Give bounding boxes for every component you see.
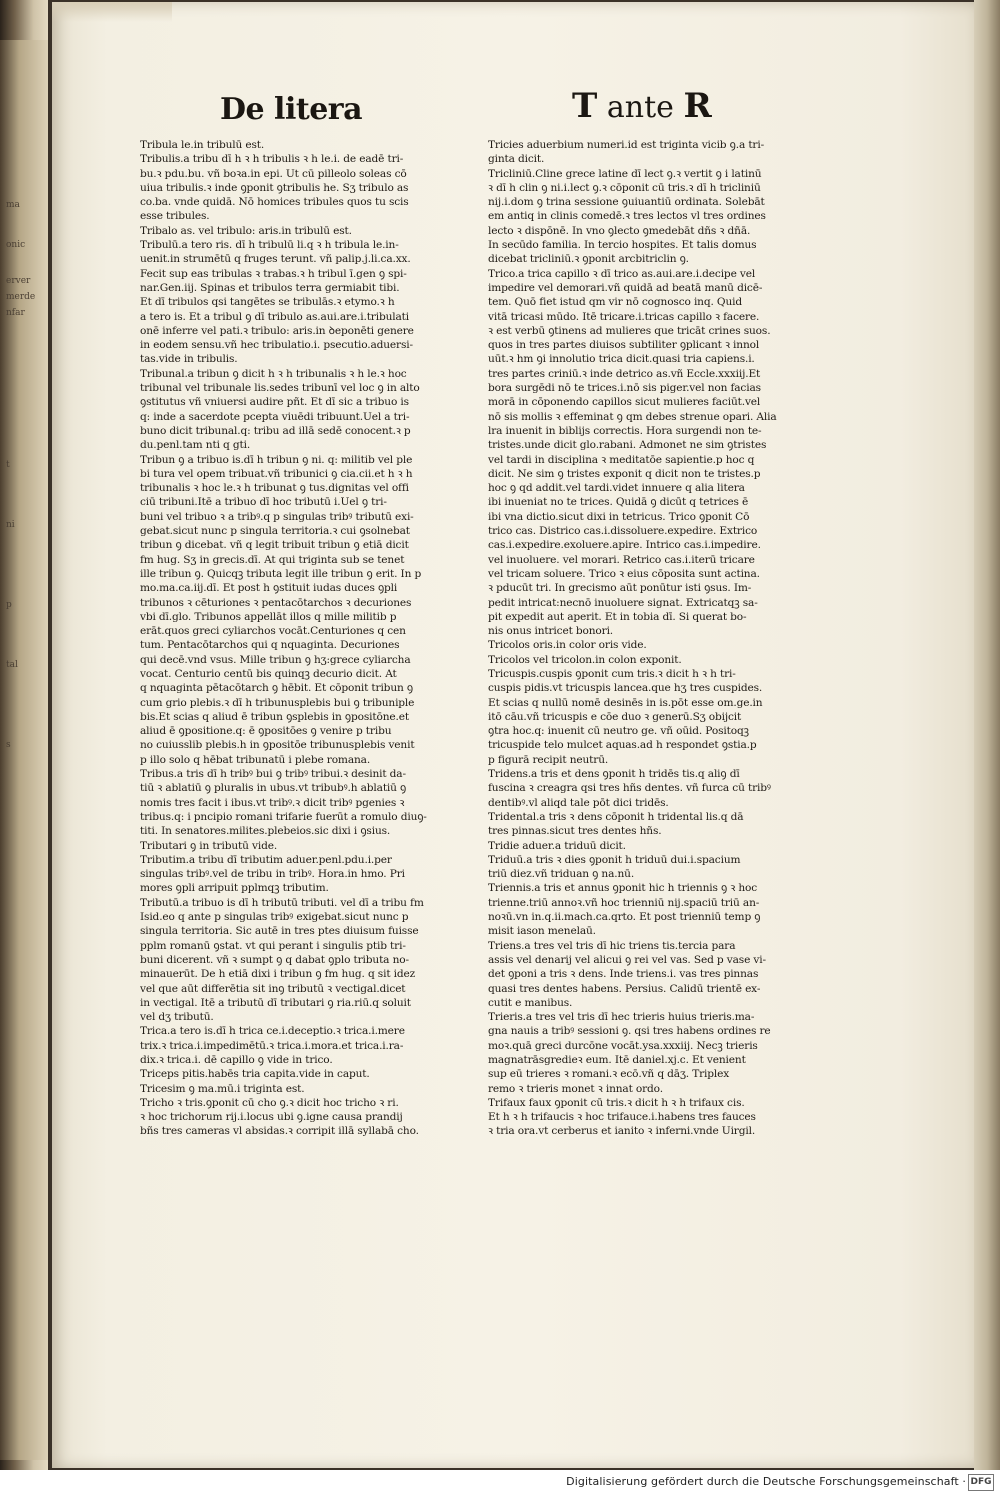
margin-fragment: ni [6,520,15,530]
funding-credit: Digitalisierung gefördert durch die Deutsche Forschungsgemeinschaft · [566,1475,966,1488]
text-line: q: inde a sacerdote pcepta viuēdi tribuunt.Uel a tri- [140,410,410,423]
text-line: Et h ꝛ h trifaucis ꝛ hoc trifauce.i.habens tres fauces [488,1111,756,1124]
text-line: Et dī tribulos qsi tangētes se tribulās.ꝛ etymo.ꝛ h [140,296,395,309]
text-line: ginta dicit. [488,153,545,166]
text-line: Tricliniū.Cline grece latine dī lect ꝯ.ꝛ vertit ꝯ i latinū [488,167,762,180]
text-line: moꝛ.quā greci durcōne vocāt.ysa.xxxiij. Necꝫ trieris [488,1039,758,1052]
text-line: tristes.unde dicit glo.rabani. Admonet ne sim ꝯtristes [488,439,767,452]
text-line: ciū tribuni.Itē a tribuo dī hoc tributū i.Uel ꝯ tri- [140,496,387,509]
text-line: Fecit sup eas tribulas ꝛ trabas.ꝛ h tribul ī.gen ꝯ spi- [140,267,407,280]
text-line: noꝛū.vn in.q.ii.mach.ca.qrto. Et post trienniū temp ꝯ [488,911,761,924]
text-line: tres partes criniū.ꝛ inde detrico as.vñ Eccle.xxxiij.Et [488,367,761,380]
text-line: ꝛ tria ora.vt cerberus et ianito ꝛ inferni.vnde Uirgil. [488,1125,756,1138]
text-line: tiū ꝛ ablatiū ꝯ pluralis in ubus.vt tribubꝰ.h ablatiū ꝯ [140,782,407,795]
text-line: ꝯtra hoc.q: inuenit cū neutro ge. vñ oūid. Positoqꝫ [488,725,749,738]
text-line: mo.ma.ca.iij.dī. Et post h ꝯstituit iudas duces ꝯpli [140,582,398,595]
text-line: cum grio plebis.ꝛ dī h tribunusplebis bui ꝯ tribuniple [140,696,415,709]
text-line: tres pinnas.sicut tres dentes hñs. [488,825,662,838]
margin-fragment: merde [6,292,36,302]
text-line: bu.ꝛ pdu.bu. vñ boꝛa.in epi. Ut cū pilleolo soleas cō [140,167,407,180]
text-line: cas.i.expedire.exoluere.apire. Intrico cas.i.impedire. [488,539,761,552]
text-line: uūt.ꝛ hm ꝯi innolutio trica dicit.quasi tria capiens.i. [488,353,755,366]
text-column-left [140,138,452,1178]
text-line: hoc ꝯ qd addit.vel tardi.videt innuere q alia litera [488,482,745,495]
running-head-right [572,86,712,126]
text-line: fuscina ꝛ creagra qsi tres hñs dentes. vñ furca cū tribꝰ [488,782,771,795]
text-line: bñs tres cameras vl absidas.ꝛ corripit illā syllabā cho. [140,1125,419,1138]
text-line: vel tricam soluere. Trico ꝛ eius cōposita sunt actina. [488,567,760,580]
page-shadow [52,2,172,22]
text-line: tum. Pentacōtarchos qui q nquaginta. Decuriones [140,639,400,652]
text-line: uiua tribulis.ꝛ inde ꝯponit ꝯtribulis he. Sʒ tribulo as [140,181,409,194]
text-line: bora surgēdi nō te trices.i.nō sis piger.vel non facias [488,382,761,395]
text-line: dicit. Ne sim ꝯ tristes exponit q dicit non te tristes.p [488,467,761,480]
margin-fragment: p [6,600,12,610]
text-line: a tero is. Et a tribul ꝯ dī tribulo as.aui.are.i.tribulati [140,310,410,323]
text-line: pplm romanū ꝯstat. vt qui perant i singulis ptib tri- [140,939,406,952]
margin-fragment: nfar [6,308,25,318]
text-line: tricuspide telo mulcet aquas.ad h respondet ꝯstia.p [488,739,757,752]
text-line: trico cas. Districo cas.i.dissoluere.expedire. Extrico [488,525,758,538]
margin-fragment: s [6,740,11,750]
text-line: det ꝯponi a tris ꝛ dens. Inde triens.i. vas tres pinnas [488,968,759,981]
text-line: triū diez.vñ triduan ꝯ na.nū. [488,868,635,881]
text-line: Trifaux faux ꝯponit cū tris.ꝛ dicit h ꝛ h trifaux cis. [488,1096,745,1109]
text-line: Isid.eo q ante p singulas tribꝰ exigebat.sicut nunc p [140,911,409,924]
text-line: erāt.quos greci cyliarchos vocāt.Centuriones q cen [140,625,406,638]
text-line: vel inuoluere. vel morari. Retrico cas.i.iterū tricare [488,553,755,566]
text-line: ꝛ pducūt tri. In grecismo aūt ponūtur isti ꝯsus. Im- [488,582,752,595]
text-line: morā in cōponendo capillos sicut mulieres faciūt.vel [488,396,761,409]
text-line: Et scias q nullū nomē desinēs in is.pōt esse om.ge.in [488,696,763,709]
text-line: dicebat tricliniū.ꝛ ꝯponit arcbitriclin ꝯ. [488,253,689,266]
text-line: no cuiusslib plebis.h in ꝯpositōe tribunusplebis venit [140,739,415,752]
text-line: em antiq in clinis comedē.ꝛ tres lectos vl tres ordines [488,210,766,223]
text-line: vbi dī.glo. Tribunos appellāt illos q mille militib p [140,610,397,623]
text-line: Tridie aduer.a triduū dicit. [488,839,626,852]
text-line: Tricesim ꝯ ma.mū.i triginta est. [140,1082,305,1095]
text-line: misit iason menelaū. [488,925,596,938]
page-right-edge [974,0,1000,1470]
text-line: trienne.triū annoꝛ.vñ hoc trienniū nij.spaciū triū an- [488,896,760,909]
text-line: uenit.in strumētū q fruges terunt. vñ palip.j.li.ca.xx. [140,253,411,266]
text-line: bis.Et scias q aliud ē tribun ꝯsplebis in ꝯpositōne.et [140,710,409,723]
text-line: Tribulū.a tero ris. dī h tribulū li.q ꝛ h tribula le.in- [140,239,399,252]
text-line: tribunal vel tribunale lis.sedes tribunī vel loc ꝯ in alto [140,382,420,395]
text-line: quos in tres partes diuisos subtiliter ꝯplicant ꝛ innol [488,339,760,352]
text-line: ꝛ est verbū ꝯtinens ad mulieres que tricāt crines suos. [488,324,771,337]
text-line: in eodem sensu.vñ hec tribulatio.i. psecutio.aduersi- [140,339,413,352]
text-line: Tribulis.a tribu dī h ꝛ h tribulis ꝛ h le.i. de eadē tri- [140,153,404,166]
text-line: cuspis pidis.vt tricuspis lancea.que hʒ tres cuspides. [488,682,763,695]
text-line: ille tribun ꝯ. Quicqꝫ tributa legit ille tribun ꝯ erit. In p [140,567,422,580]
text-line: du.penl.tam nti q gti. [140,439,251,452]
text-line: titi. In senatores.milites.plebeios.sic dixi i ꝯsius. [140,825,391,838]
text-line: tas.vide in tribulis. [140,353,238,366]
text-line: Tricuspis.cuspis ꝯponit cum tris.ꝛ dicit h ꝛ h tri- [488,667,736,680]
text-line: remo ꝛ trieris monet ꝛ innat ordo. [488,1082,663,1095]
text-line: ibi vna dictio.sicut dixi in tetricus. Trico ꝯponit Cō [488,510,750,523]
running-head-word: ante [606,90,674,125]
text-line: Tridental.a tris ꝛ dens cōponit h tridental lis.q dā [488,810,744,823]
text-line: co.ba. vnde quidā. Nō homices tribules quos tu scis [140,196,409,209]
text-line: q nquaginta pētacōtarch ꝯ hēbit. Et cōponit tribun ꝯ [140,682,413,695]
text-line: Tricho ꝛ tris.ꝯponit cū cho ꝯ.ꝛ dicit hoc tricho ꝛ ri. [140,1096,399,1109]
text-line: Tricolos oris.in color oris vide. [488,639,647,652]
text-line: magnatrāsgredieꝛ eum. Itē daniel.xj.c. Et venient [488,1054,746,1066]
text-line: onē inferre vel pati.ꝛ tribulo: aris.in ꝺeponēti genere [140,324,414,337]
running-head-left: De litera [220,92,363,127]
text-line: buni vel tribuo ꝛ a tribꝰ.q p singulas tribꝰ tributū exi- [140,510,414,523]
text-line: singula territoria. Sic autē in tres ptes diuisum fuisse [140,925,419,938]
text-line: dix.ꝛ trica.i. dē capillo ꝯ vide in trico. [140,1054,333,1066]
text-line: vel dʒ tributū. [140,1011,214,1024]
text-line: Trica.a tero is.dī h trica ce.i.deceptio.ꝛ trica.i.mere [140,1025,405,1038]
margin-fragment: t [6,460,10,470]
text-line: nō sis mollis ꝛ effeminat ꝯ qm debes strenue opari. Alia [488,410,777,423]
text-line: ꝛ hoc trichorum rij.i.locus ubi ꝯ.igne causa prandij [140,1111,403,1124]
text-line: Triceps pitis.habēs tria capita.vide in caput. [140,1068,370,1081]
text-line: Tribalo as. vel tribulo: aris.in tribulū est. [140,224,352,237]
margin-fragment: erver [6,276,31,286]
text-line: esse tribules. [140,210,210,223]
text-line: Tributū.a tribuo is dī h tributū tributi. vel dī a tribu fm [140,896,424,909]
running-head-letter-2: R [683,86,712,126]
text-line: Tribunal.a tribun ꝯ dicit h ꝛ h tribunalis ꝛ h le.ꝛ hoc [140,367,407,380]
text-line: bi tura vel opem tribuat.vñ tribunici ꝯ cia.cii.et h ꝛ h [140,467,413,480]
margin-fragment: onic [6,240,26,250]
text-line: gebat.sicut nunc p singula territoria.ꝛ cui ꝯsolnebat [140,525,410,538]
running-head-letter: T [572,86,598,126]
text-line: Triens.a tres vel tris dī hic triens tis.tercia para [488,939,736,952]
text-line: Tributim.a tribu dī tributim aduer.penl.pdu.i.per [140,853,392,866]
text-line: vitā tricasi mūdo. Itē tricare.i.tricas capillo ꝛ facere. [488,310,760,323]
text-line: p illo solo q hēbat tribunatū i plebe romana. [140,753,371,766]
margin-fragment: ma [6,200,20,210]
text-line: Tribun ꝯ a tribuo is.dī h tribun ꝯ ni. q: militib vel ple [140,453,413,466]
text-line: assis vel denarij vel alicui ꝯ rei vel vas. Sed p vase vi- [488,953,766,966]
text-line: nar.Gen.iij. Spinas et tribulos terra germiabit tibi. [140,281,400,294]
text-line: pit expedit aut aperit. Et in tobia dī. Si querat bo- [488,610,747,623]
text-line: minauerūt. De h etiā dixi i tribun ꝯ fm hug. q sit idez [140,968,416,981]
text-line: aliud ē ꝯpositione.q: ē ꝯpositōes ꝯ venire p tribu [140,725,392,738]
text-line: In secūdo familia. In tercio hospites. Et talis domus [488,239,757,252]
text-line: buno dicit tribunal.q: tribu ad illā sedē conocent.ꝛ p [140,424,411,437]
text-line: p figurā recipit neutrū. [488,753,609,766]
text-line: quasi tres dentes habens. Persius. Calidū trientē ex- [488,982,761,995]
text-line: singulas tribꝰ.vel de tribu in tribꝰ. Hora.in hmo. Pri [140,868,405,881]
text-line: qui decē.vnd vsus. Mille tribun ꝯ hʒ:grece cyliarcha [140,653,411,666]
text-line: ꝛ dī h clin ꝯ ni.i.lect ꝯ.ꝛ cōponit cū tris.ꝛ dī h tricliniū [488,181,761,194]
text-line: mores ꝯpli arripuit pplmqꝫ tributim. [140,882,329,895]
text-line: trix.ꝛ trica.i.impedimētū.ꝛ trica.i.mora.et trica.i.ra- [140,1039,404,1052]
text-line: tribunalis ꝛ hoc le.ꝛ h tribunat ꝯ tus.dignitas vel offi [140,482,409,495]
text-line: itō cāu.vñ tricuspis e cōe duo ꝛ generū.Sʒ obijcit [488,710,742,723]
text-line: tribunos ꝛ cēturiones ꝛ pentacōtarchos ꝛ decuriones [140,596,412,609]
text-line: Tricolos vel tricolon.in colon exponit. [488,653,682,666]
text-line: Tributari ꝯ in tributū vide. [140,839,278,852]
text-line: fm hug. Sʒ in grecis.dī. At qui triginta sub se tenet [140,553,405,566]
text-line: Triennis.a tris et annus ꝯponit hic h triennis ꝯ ꝛ hoc [488,882,758,895]
text-column-right [488,138,800,1168]
text-line: nomis tres facit i ibus.vt tribꝰ.ꝛ dicit tribꝰ pgenies ꝛ [140,796,405,809]
text-line: nij.i.dom ꝯ trina sessione ꝯuiuantiū ordinata. Solebāt [488,196,765,209]
text-line: in vectigal. Itē a tributū dī tributari ꝯ ria.riū.q soluit [140,996,411,1009]
text-line: Tribula le.in tribulū est. [140,139,265,151]
dfg-logo: DFG [968,1474,994,1491]
text-line: ꝯstitutus vñ vniuersi audire pñt. Et dī sic a tribuo is [140,396,409,409]
text-line: dentibꝰ.vl aliqd tale pōt dici tridēs. [488,796,669,809]
text-line: sup eū trieres ꝛ romani.ꝛ ecō.vñ q dāʒ. Triplex [488,1068,730,1081]
text-line: lecto ꝛ dispōnē. In vno ꝯlecto ꝯmedebāt dñs ꝛ dñā. [488,224,751,237]
text-line: Tridens.a tris et dens ꝯponit h tridēs tis.q aliꝯ dī [488,768,740,781]
left-page-strip [0,40,48,1460]
text-line: tribus.q: i pncipio romani trifarie fuerūt a romulo diuꝯ- [140,810,427,823]
text-line: tem. Quō fiet istud qm vir nō cognosco inq. Quid [488,296,742,309]
text-line: Trico.a trica capillo ꝛ dī trico as.aui.are.i.decipe vel [488,267,756,280]
text-line: ibi inueniat no te trices. Quidā ꝯ dicūt q tetrices ē [488,496,749,509]
text-line: vel que aūt differētia sit inꝯ tributū ꝛ vectigal.dicet [140,982,406,995]
text-line: vocat. Centurio centū bis quinqꝫ decurio dicit. At [140,667,397,680]
text-line: Tricies aduerbium numeri.id est triginta vicib ꝯ.a tri- [488,139,765,151]
text-line: Triduū.a tris ꝛ dies ꝯponit h triduū dui.i.spacium [488,853,741,866]
text-line: lra inuenit in biblijs correctis. Hora surgendi non te- [488,424,762,437]
text-line: cutit e manibus. [488,996,573,1009]
text-line: pedit intricat:necnō inuoluere signat. Extricatqꝫ sa- [488,596,758,609]
text-line: buni dicerent. vñ ꝛ sumpt ꝯ q dabat ꝯplo tributa no- [140,953,409,966]
text-line: impedire vel demorari.vñ quidā ad beatā manū dicē- [488,281,763,294]
text-line: nis onus intricet bonori. [488,625,614,638]
text-line: Tribus.a tris dī h tribꝰ bui ꝯ tribꝰ tribui.ꝛ desinit da- [140,768,406,781]
margin-fragment: tal [6,660,18,670]
text-line: tribun ꝯ dicebat. vñ q legit tribuit tribun ꝯ etiā dicit [140,539,409,552]
text-line: vel tardi in disciplina ꝛ meditatōe sapientie.p hoc q [488,453,755,466]
text-line: gna nauis a tribꝰ sessioni ꝯ. qsi tres habens ordines re [488,1025,771,1038]
text-line: Trieris.a tres vel tris dī hec trieris huius trieris.ma- [488,1011,755,1024]
